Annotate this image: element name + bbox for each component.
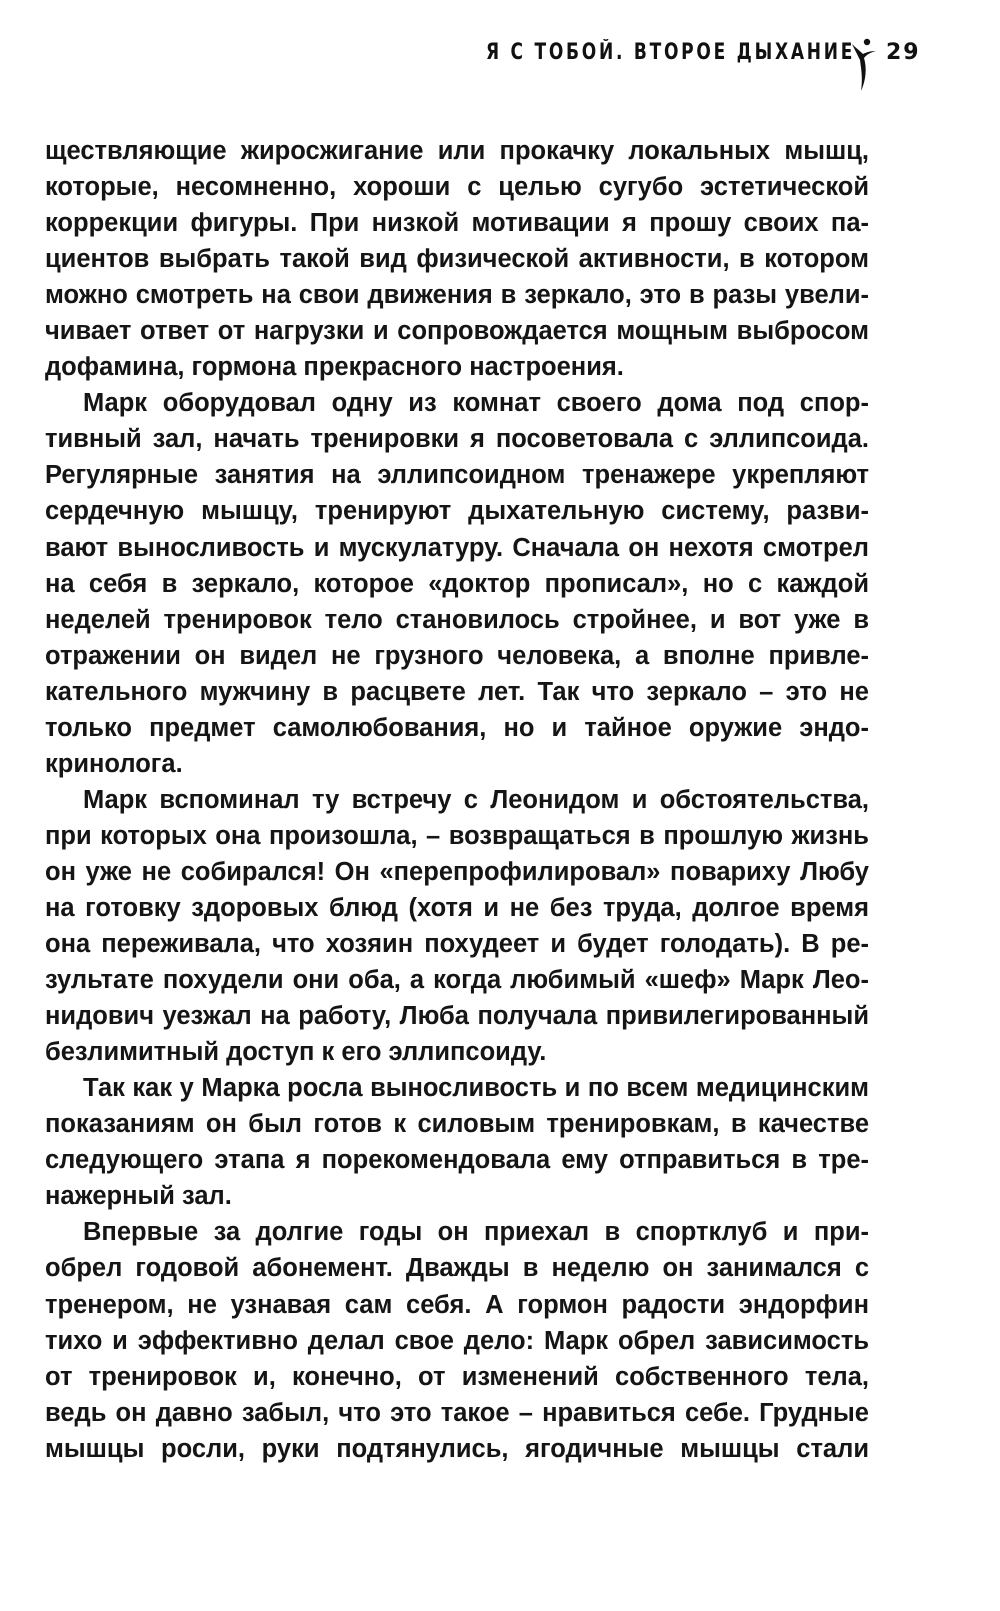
- text-line: на себя в зеркало, которое «доктор прописал», но с каждой: [45, 569, 869, 598]
- page-header: [0, 36, 1000, 96]
- text-line: которые, несомненно, хороши с целью сугубо эстетической: [45, 173, 869, 202]
- text-line: коррекции фигуры. При низкой мотивации я прошу своих па-: [45, 209, 869, 238]
- text-line: чивает ответ от нагрузки и сопровождается мощным выбросом: [45, 317, 869, 346]
- paragraph: [45, 1214, 869, 1466]
- text-line: нидович уезжал на работу, Люба получала привилегированный: [45, 1002, 869, 1031]
- text-line: кательного мужчину в расцвете лет. Так что зеркало – это не: [45, 677, 869, 706]
- text-line: она переживала, что хозяин похудеет и будет голодать). В ре-: [45, 930, 869, 959]
- paragraph: [45, 782, 869, 1070]
- text-line: дофамина, гормона прекрасного настроения.: [45, 353, 624, 382]
- page-number: 29: [886, 40, 921, 65]
- text-line: тивный зал, начать тренировки я посоветовала с эллипсоида.: [45, 425, 869, 454]
- text-line: нажерный зал.: [45, 1182, 232, 1211]
- text-line: Так как у Марка росла выносливость и по всем медицинским: [83, 1074, 869, 1103]
- paragraph: [45, 133, 869, 385]
- text-line: безлимитный доступ к его эллипсоиду.: [45, 1038, 547, 1067]
- text-line: сердечную мышцу, тренируют дыхательную систему, разви-: [45, 497, 869, 526]
- text-line: только предмет самолюбования, но и тайное оружие эндо-: [45, 713, 869, 742]
- text-line: тихо и эффективно делал свое дело: Марк обрел зависимость: [45, 1326, 869, 1355]
- text-line: ведь он давно забыл, что это такое – нравиться себе. Грудные: [45, 1398, 869, 1427]
- text-line: зультате похудели они оба, а когда любимый «шеф» Марк Лео-: [45, 966, 869, 995]
- text-line: ществляющие жиросжигание или прокачку локальных мышц,: [45, 137, 869, 165]
- text-line: обрел годовой абонемент. Дважды в неделю он занимался с: [45, 1254, 869, 1283]
- text-line: неделей тренировок тело становилось стройнее, и вот уже в: [45, 605, 869, 634]
- text-line: Марк оборудовал одну из комнат своего дома под спор-: [83, 389, 869, 418]
- text-line: при которых она произошла, – возвращаться в прошлую жизнь: [45, 821, 869, 850]
- text-line: тренером, не узнавая сам себя. А гормон радости эндорфин: [45, 1290, 869, 1319]
- dancing-figure-icon: [848, 36, 878, 92]
- text-line: на готовку здоровых блюд (хотя и не без труда, долгое время: [45, 893, 869, 922]
- text-line: отражении он видел не грузного человека, а вполне привле-: [45, 641, 869, 670]
- paragraph: [45, 1070, 869, 1214]
- body-text: [45, 133, 869, 1467]
- text-line: мышцы росли, руки подтянулись, ягодичные мышцы стали: [45, 1434, 869, 1463]
- text-line: Впервые за долгие годы он приехал в спортклуб и при-: [83, 1218, 869, 1247]
- text-line: кринолога.: [45, 749, 183, 778]
- text-line: от тренировок и, конечно, от изменений собственного тела,: [45, 1362, 869, 1391]
- paragraph: [45, 385, 869, 782]
- text-line: следующего этапа я порекомендовала ему отправиться в тре-: [45, 1146, 869, 1175]
- text-line: Марк вспоминал ту встречу с Леонидом и обстоятельства,: [83, 785, 869, 814]
- text-line: показаниям он был готов к силовым тренировкам, в качестве: [45, 1110, 869, 1139]
- text-line: вают выносливость и мускулатуру. Сначала он нехотя смотрел: [45, 533, 869, 562]
- text-line: он уже не собирался! Он «перепрофилировал» повариху Любу: [45, 857, 869, 886]
- running-title: Я С ТОБОЙ. ВТОРОЕ ДЫХАНИЕ: [486, 40, 856, 65]
- text-line: циентов выбрать такой вид физической активности, в котором: [45, 245, 869, 274]
- text-line: можно смотреть на свои движения в зеркало, это в разы увели-: [45, 281, 869, 310]
- text-line: Регулярные занятия на эллипсоидном тренажере укрепляют: [45, 461, 869, 490]
